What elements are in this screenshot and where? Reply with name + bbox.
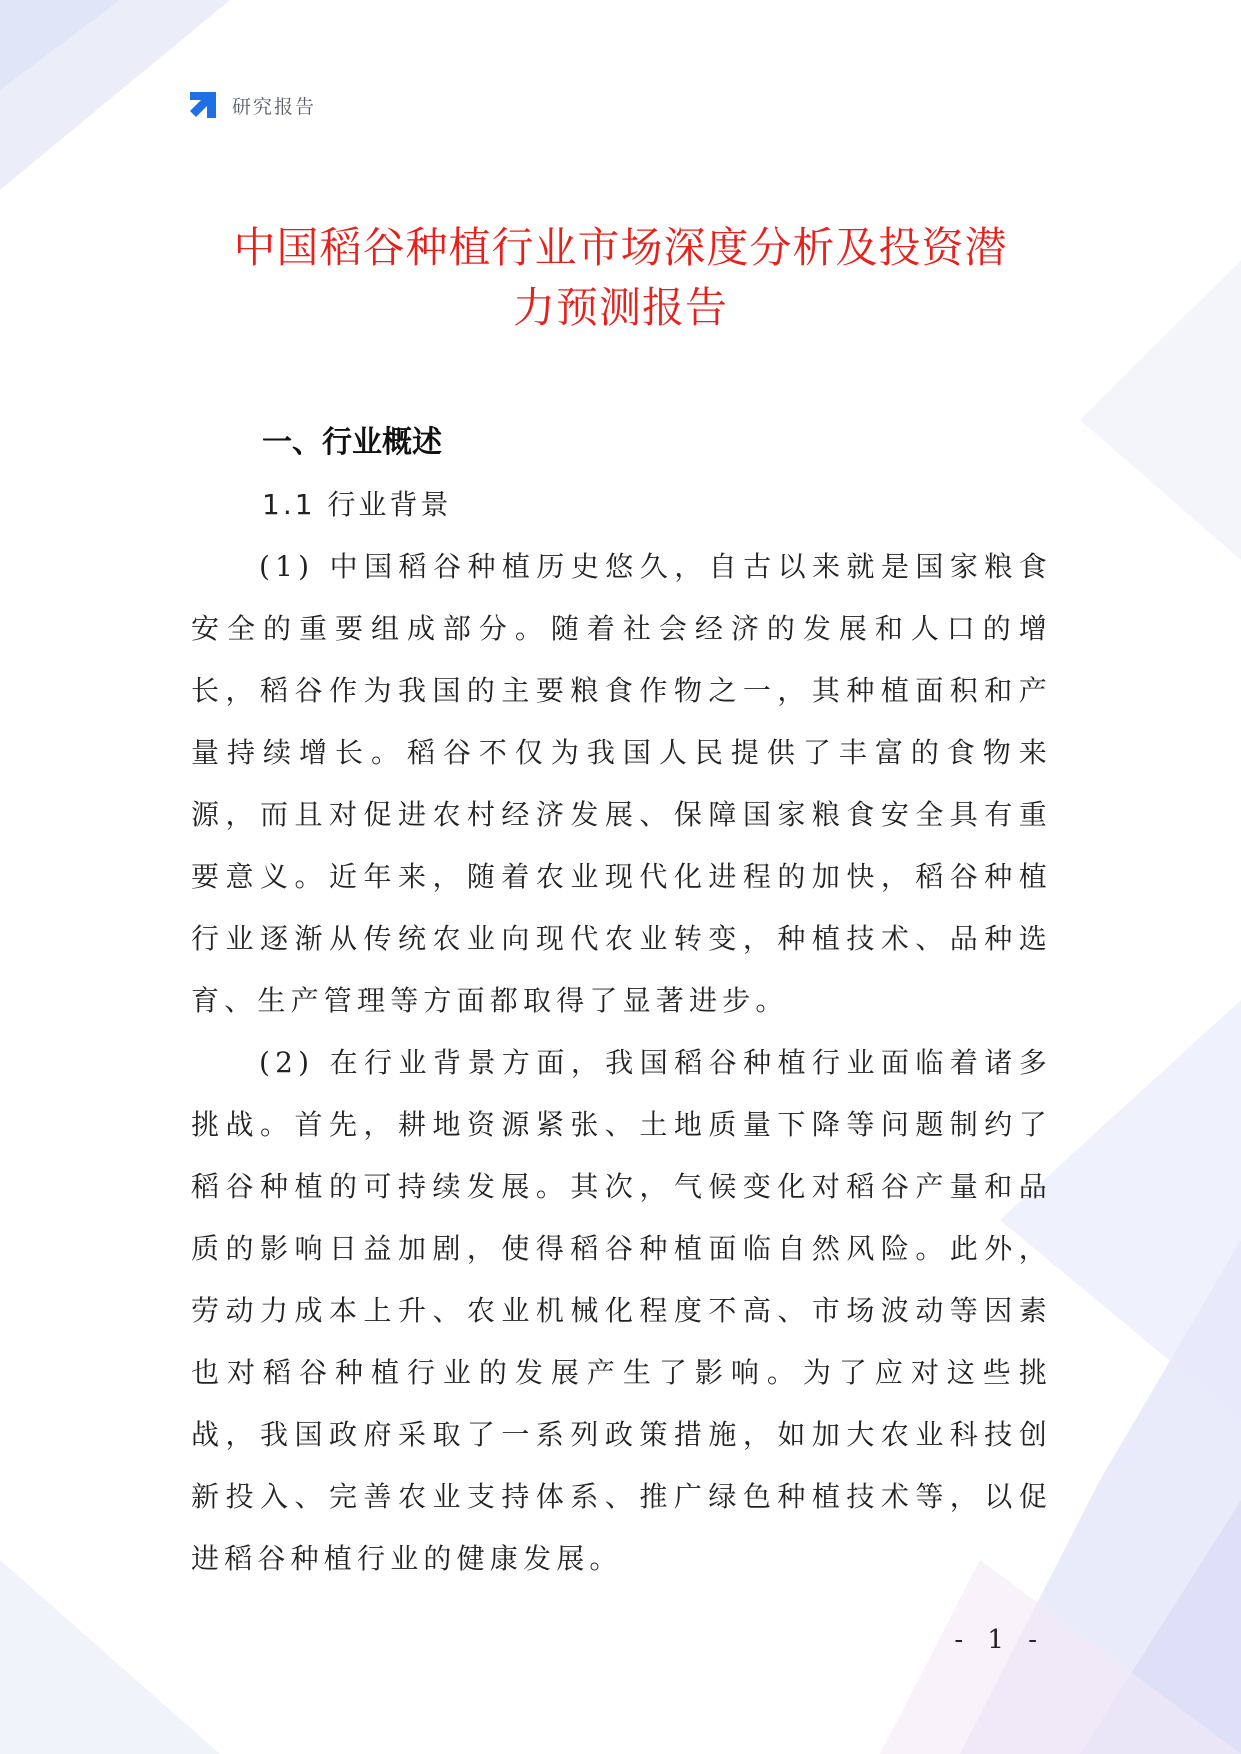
paragraph-2: (2) 在行业背景方面，我国稻谷种植行业面临着诸多挑战。首先，耕地资源紧张、土地质量下降等问题制约了稻谷种植的可持续发展。其次，气候变化对稻谷产量和品质的影响日益加剧，使得稻谷种植面临自然风险。此外，劳动力成本上升、农业机械化程度不高、市场波动等因素也对稻谷种植行业的发展产生了影响。为了应对这些挑战，我国政府采取了一系列政策措施，如加大农业科技创新投入、完善农业支持体系、推广绿色种植技术等，以促进稻谷种植行业的健康发展。	[191, 1046, 1052, 1575]
header-label: 研究报告	[232, 95, 317, 118]
document-body	[191, 412, 1052, 1590]
report-header	[186, 88, 316, 122]
arrow-up-right-icon	[186, 88, 220, 122]
page-number: - 1 -	[954, 1625, 1045, 1655]
paragraph-1: (1) 中国稻谷种植历史悠久，自古以来就是国家粮食安全的重要组成部分。随着社会经济的发展和人口的增长，稻谷作为我国的主要粮食作物之一，其种植面积和产量持续增长。稻谷不仅为我国人民提供了丰富的食物来源，而且对促进农村经济发展、保障国家粮食安全具有重要意义。近年来，随着农业现代化进程的加快，稻谷种植行业逐渐从传统农业向现代农业转变，种植技术、品种选育、生产管理等方面都取得了显著进步。	[191, 550, 1052, 1017]
title-line-2: 力预测报告	[512, 283, 728, 332]
section-heading: 一、行业概述	[262, 425, 442, 460]
title-line-1: 中国稻谷种植行业市场深度分析及投资潜	[233, 223, 1008, 272]
subsection-heading: 1.1 行业背景	[262, 488, 452, 521]
document-title	[150, 218, 1091, 338]
